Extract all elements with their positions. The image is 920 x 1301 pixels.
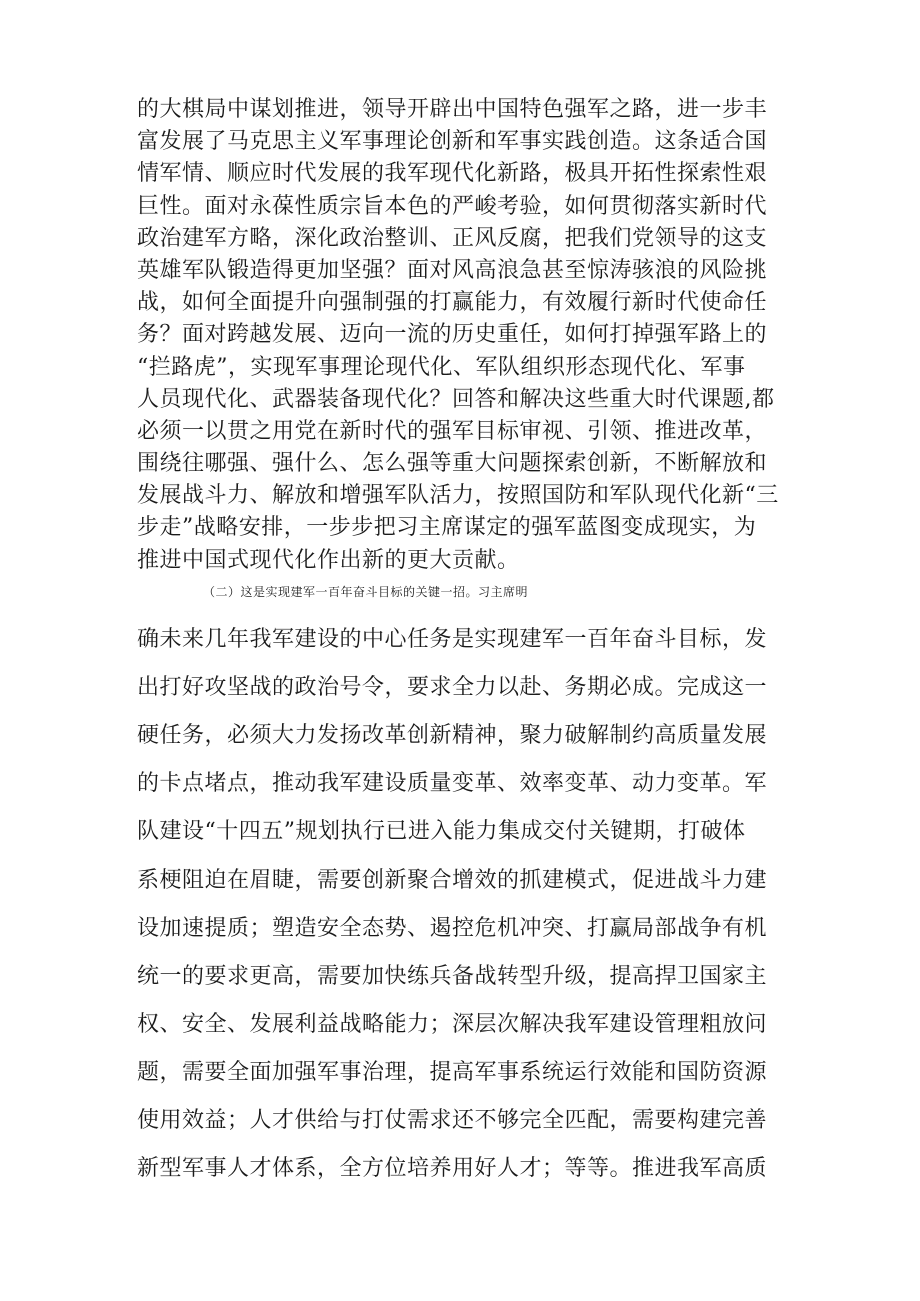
text-line: 的大棋局中谋划推进，领导开辟出中国特色强军之路，进一步丰	[137, 97, 768, 122]
text-line: 推进中国式现代化作出新的更大贡献。	[137, 547, 520, 573]
text-line: 新型军事人才体系，全方位培养用好人才；等等。推进我军高质	[137, 1156, 768, 1182]
text-line: 政治建军方略，深化政治整训、正风反腐，把我们党领导的这支	[137, 225, 768, 251]
text-line: 权、安全、发展利益战略能力；深层次解决我军建设管理粗放问	[137, 1011, 768, 1037]
text-line: 必须一以贯之用党在新时代的强军目标审视、引领、推进改革，	[137, 418, 768, 444]
paragraph-2	[137, 568, 787, 1193]
text-line: 情军情、顺应时代发展的我军现代化新路，极具开拓性探索性艰	[137, 161, 768, 187]
text-line: 队建设“十四五”规划执行已进入能力集成交付关键期，打破体	[137, 819, 746, 845]
text-line: 务？面对跨越发展、迈向一流的历史重任，如何打掉强军路上的	[137, 322, 768, 348]
paragraph-1	[137, 94, 787, 577]
section-heading-line: （二）这是实现建军一百年奋斗目标的关键一招。习主席明	[203, 585, 529, 599]
text-line: 使用效益；人才供给与打仗需求还不够完全匹配，需要构建完善	[137, 1108, 768, 1134]
text-line: 人员现代化、武器装备现代化？回答和解决这些重大时代课题,都	[137, 386, 775, 412]
text-line: 围绕往哪强、强什么、怎么强等重大问题探索创新，不断解放和	[137, 451, 768, 477]
text-line: 步走”战略安排，一步步把习主席谋定的强军蓝图变成现实，为	[137, 515, 757, 541]
text-line: 硬任务，必须大力发扬改革创新精神，聚力破解制约高质量发展	[137, 723, 768, 749]
text-line: 系梗阻迫在眉睫，需要创新聚合增效的抓建模式，促进战斗力建	[137, 867, 768, 893]
text-line: 富发展了马克思主义军事理论创新和军事实践创造。这条适合国	[137, 129, 768, 155]
text-line: 巨性。面对永葆性质宗旨本色的严峻考验，如何贯彻落实新时代	[137, 193, 768, 219]
text-line: “拦路虎”，实现军事理论现代化、军队组织形态现代化、军事	[137, 354, 746, 380]
text-line: 确未来几年我军建设的中心任务是实现建军一百年奋斗目标，发	[137, 627, 768, 653]
text-line: 出打好攻坚战的政治号令，要求全力以赴、务期必成。完成这一	[137, 675, 768, 701]
text-line: 英雄军队锻造得更加坚强？面对风高浪急甚至惊涛骇浪的风险挑	[137, 257, 768, 283]
text-line: 战，如何全面提升向强制强的打赢能力，有效履行新时代使命任	[137, 290, 768, 316]
text-line: 的卡点堵点，推动我军建设质量变革、效率变革、动力变革。军	[137, 771, 768, 797]
text-line: 设加速提质；塑造安全态势、遏控危机冲突、打赢局部战争有机	[137, 915, 768, 941]
text-line: 题，需要全面加强军事治理，提高军事系统运行效能和国防资源	[137, 1059, 768, 1085]
text-line: 统一的要求更高，需要加快练兵备战转型升级，提高捍卫国家主	[137, 963, 768, 989]
text-line: 发展战斗力、解放和增强军队活力，按照国防和军队现代化新“三	[137, 483, 779, 509]
